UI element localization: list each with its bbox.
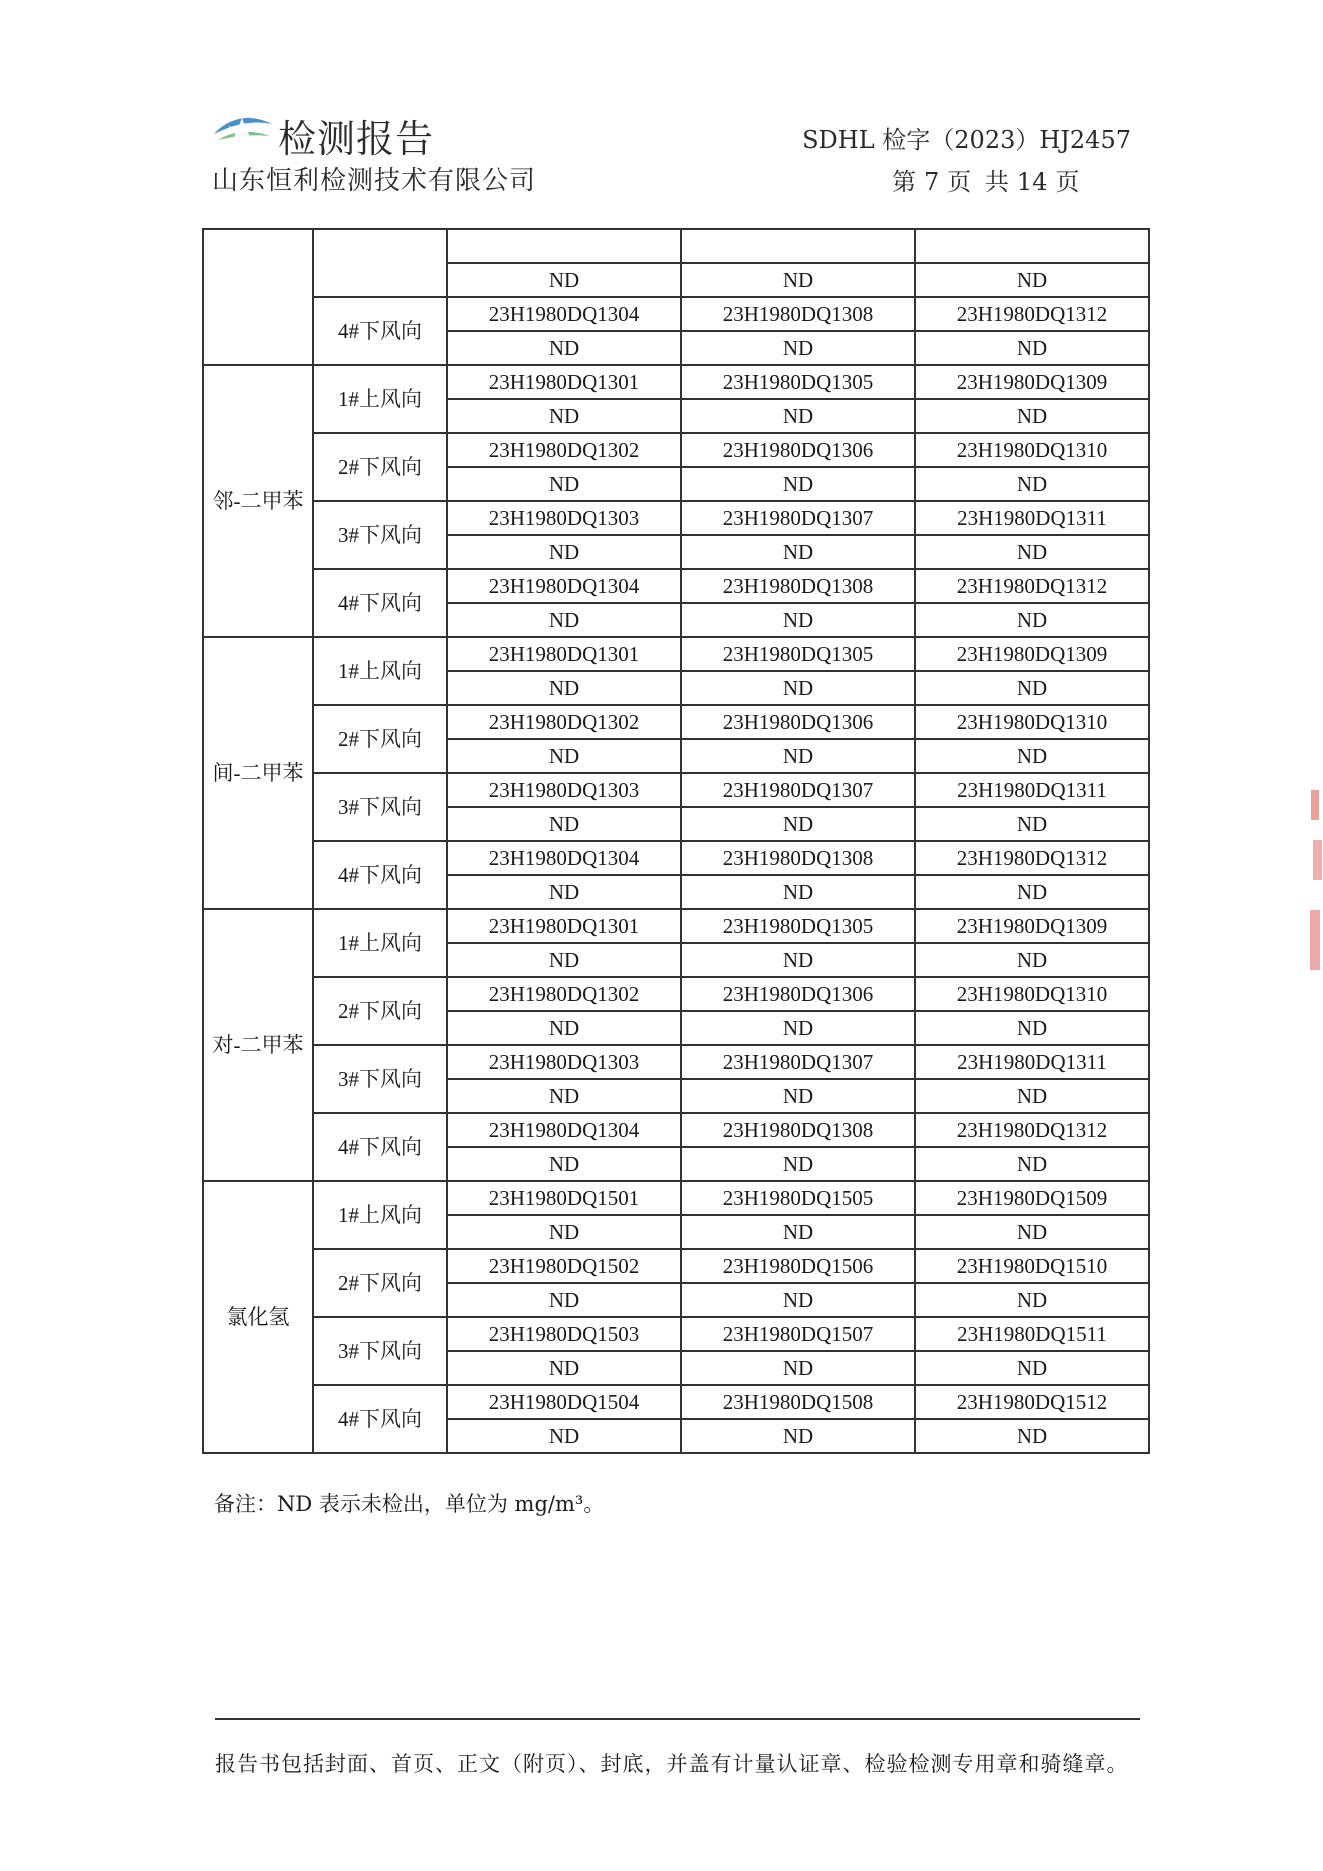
- result-value-cell: ND: [681, 1011, 915, 1045]
- sample-id-cell: 23H1980DQ1308: [681, 1113, 915, 1147]
- table-row: [203, 1317, 1149, 1351]
- result-value-cell: ND: [915, 467, 1149, 501]
- table-row: [203, 1249, 1149, 1283]
- item-cell: 氯化氢: [203, 1181, 313, 1453]
- sample-id-cell: 23H1980DQ1302: [447, 705, 681, 739]
- sample-id-cell: 23H1980DQ1309: [915, 365, 1149, 399]
- result-value-cell: ND: [681, 671, 915, 705]
- result-value-cell: ND: [915, 1351, 1149, 1385]
- result-value-cell: ND: [447, 1419, 681, 1453]
- sample-id-cell: 23H1980DQ1307: [681, 773, 915, 807]
- sample-id-cell: 23H1980DQ1307: [681, 1045, 915, 1079]
- sample-id-cell: 23H1980DQ1305: [681, 637, 915, 671]
- result-value-cell: ND: [681, 1147, 915, 1181]
- result-value-cell: ND: [915, 399, 1149, 433]
- sample-id-cell: 23H1980DQ1302: [447, 977, 681, 1011]
- result-value-cell: ND: [681, 263, 915, 297]
- company-logo-icon: [212, 110, 274, 146]
- sample-id-cell: 23H1980DQ1304: [447, 297, 681, 331]
- sample-id-cell: 23H1980DQ1301: [447, 365, 681, 399]
- page-total: 14: [1016, 168, 1048, 196]
- sample-id-cell: 23H1980DQ1512: [915, 1385, 1149, 1419]
- result-value-cell: ND: [447, 1351, 681, 1385]
- result-value-cell: ND: [915, 943, 1149, 977]
- sample-id-cell: 23H1980DQ1509: [915, 1181, 1149, 1215]
- point-cell: 2#下风向: [313, 1249, 447, 1317]
- sample-id-cell: [681, 229, 915, 263]
- company-name: 山东恒利检测技术有限公司: [212, 166, 537, 196]
- table-row: [203, 569, 1149, 603]
- table-row: [203, 637, 1149, 671]
- sample-id-cell: 23H1980DQ1308: [681, 297, 915, 331]
- result-value-cell: ND: [915, 535, 1149, 569]
- result-value-cell: ND: [915, 671, 1149, 705]
- point-cell: 3#下风向: [313, 1045, 447, 1113]
- result-value-cell: ND: [915, 1079, 1149, 1113]
- sample-id-cell: 23H1980DQ1508: [681, 1385, 915, 1419]
- point-cell: 4#下风向: [313, 1385, 447, 1453]
- sample-id-cell: 23H1980DQ1304: [447, 841, 681, 875]
- item-cell: 对-二甲苯: [203, 909, 313, 1181]
- sample-id-cell: 23H1980DQ1307: [681, 501, 915, 535]
- result-value-cell: ND: [915, 1147, 1149, 1181]
- sample-id-cell: 23H1980DQ1304: [447, 569, 681, 603]
- result-value-cell: ND: [447, 671, 681, 705]
- result-value-cell: ND: [447, 1079, 681, 1113]
- result-value-cell: ND: [447, 1011, 681, 1045]
- point-cell: 1#上风向: [313, 909, 447, 977]
- table-row: [203, 1113, 1149, 1147]
- sample-id-cell: 23H1980DQ1310: [915, 977, 1149, 1011]
- result-value-cell: ND: [681, 1215, 915, 1249]
- result-value-cell: ND: [447, 467, 681, 501]
- result-value-cell: ND: [681, 399, 915, 433]
- sample-id-cell: 23H1980DQ1306: [681, 705, 915, 739]
- point-cell: 3#下风向: [313, 1317, 447, 1385]
- result-value-cell: ND: [681, 1283, 915, 1317]
- result-value-cell: ND: [447, 263, 681, 297]
- point-cell: 2#下风向: [313, 705, 447, 773]
- result-value-cell: ND: [681, 1419, 915, 1453]
- result-value-cell: ND: [681, 875, 915, 909]
- table-row: [203, 365, 1149, 399]
- table-row: [203, 1385, 1149, 1419]
- result-value-cell: ND: [915, 1419, 1149, 1453]
- sample-id-cell: 23H1980DQ1503: [447, 1317, 681, 1351]
- sample-id-cell: 23H1980DQ1310: [915, 433, 1149, 467]
- result-value-cell: ND: [447, 399, 681, 433]
- point-cell: 4#下风向: [313, 297, 447, 365]
- result-value-cell: ND: [915, 1215, 1149, 1249]
- sample-id-cell: 23H1980DQ1310: [915, 705, 1149, 739]
- table-note: 备注：ND 表示未检出，单位为 mg/m³。: [214, 1492, 605, 1516]
- result-value-cell: ND: [681, 535, 915, 569]
- result-value-cell: ND: [681, 1079, 915, 1113]
- result-value-cell: ND: [915, 807, 1149, 841]
- sample-id-cell: 23H1980DQ1301: [447, 909, 681, 943]
- result-value-cell: ND: [447, 1215, 681, 1249]
- result-value-cell: ND: [681, 807, 915, 841]
- sample-id-cell: 23H1980DQ1305: [681, 909, 915, 943]
- point-cell: 2#下风向: [313, 433, 447, 501]
- point-cell: 1#上风向: [313, 365, 447, 433]
- sample-id-cell: 23H1980DQ1312: [915, 569, 1149, 603]
- sample-id-cell: 23H1980DQ1308: [681, 841, 915, 875]
- sample-id-cell: [915, 229, 1149, 263]
- point-cell: 3#下风向: [313, 501, 447, 569]
- table-row: [203, 297, 1149, 331]
- sample-id-cell: 23H1980DQ1505: [681, 1181, 915, 1215]
- sample-id-cell: 23H1980DQ1303: [447, 501, 681, 535]
- result-value-cell: ND: [447, 943, 681, 977]
- sample-id-cell: 23H1980DQ1511: [915, 1317, 1149, 1351]
- sample-id-cell: 23H1980DQ1502: [447, 1249, 681, 1283]
- result-value-cell: ND: [681, 1351, 915, 1385]
- point-cell: 4#下风向: [313, 1113, 447, 1181]
- table-row: [203, 501, 1149, 535]
- table-row: [203, 705, 1149, 739]
- table-row: [203, 977, 1149, 1011]
- result-value-cell: ND: [915, 331, 1149, 365]
- table-row: [203, 433, 1149, 467]
- sample-id-cell: 23H1980DQ1506: [681, 1249, 915, 1283]
- sample-id-cell: 23H1980DQ1309: [915, 909, 1149, 943]
- sample-id-cell: 23H1980DQ1311: [915, 773, 1149, 807]
- table-row: [203, 229, 1149, 263]
- sample-id-cell: 23H1980DQ1501: [447, 1181, 681, 1215]
- result-value-cell: ND: [681, 739, 915, 773]
- sample-id-cell: 23H1980DQ1303: [447, 1045, 681, 1079]
- result-value-cell: ND: [915, 739, 1149, 773]
- sample-id-cell: 23H1980DQ1510: [915, 1249, 1149, 1283]
- sample-id-cell: 23H1980DQ1309: [915, 637, 1149, 671]
- report-title: 检测报告: [278, 117, 435, 161]
- result-value-cell: ND: [915, 603, 1149, 637]
- point-cell: 2#下风向: [313, 977, 447, 1045]
- result-value-cell: ND: [681, 467, 915, 501]
- sample-id-cell: 23H1980DQ1504: [447, 1385, 681, 1419]
- sample-id-cell: [447, 229, 681, 263]
- report-number: SDHL 检字（2023）HJ2457: [802, 126, 1131, 154]
- point-cell: 4#下风向: [313, 841, 447, 909]
- sample-id-cell: 23H1980DQ1305: [681, 365, 915, 399]
- item-cell: 间-二甲苯: [203, 637, 313, 909]
- result-value-cell: ND: [681, 331, 915, 365]
- results-table: [202, 228, 1150, 1454]
- sample-id-cell: 23H1980DQ1301: [447, 637, 681, 671]
- results-table-body: [203, 229, 1149, 1453]
- table-row: [203, 773, 1149, 807]
- seam-stamp-fragment: [1309, 780, 1323, 1000]
- result-value-cell: ND: [915, 1011, 1149, 1045]
- table-row: [203, 909, 1149, 943]
- table-row: [203, 1181, 1149, 1215]
- result-value-cell: ND: [915, 1283, 1149, 1317]
- result-value-cell: ND: [447, 535, 681, 569]
- result-value-cell: ND: [447, 603, 681, 637]
- sample-id-cell: 23H1980DQ1303: [447, 773, 681, 807]
- point-cell: 4#下风向: [313, 569, 447, 637]
- point-cell: 1#上风向: [313, 1181, 447, 1249]
- sample-id-cell: 23H1980DQ1312: [915, 1113, 1149, 1147]
- sample-id-cell: 23H1980DQ1302: [447, 433, 681, 467]
- result-value-cell: ND: [447, 1147, 681, 1181]
- footer-divider: [215, 1718, 1140, 1720]
- point-cell: 3#下风向: [313, 773, 447, 841]
- result-value-cell: ND: [447, 739, 681, 773]
- item-cell: [203, 229, 313, 365]
- table-row: [203, 1045, 1149, 1079]
- point-cell: 1#上风向: [313, 637, 447, 705]
- result-value-cell: ND: [447, 875, 681, 909]
- footer-text: 报告书包括封面、首页、正文（附页）、封底，并盖有计量认证章、检验检测专用章和骑缝章。: [215, 1752, 1129, 1776]
- result-value-cell: ND: [915, 263, 1149, 297]
- sample-id-cell: 23H1980DQ1311: [915, 501, 1149, 535]
- sample-id-cell: 23H1980DQ1304: [447, 1113, 681, 1147]
- page-indicator: 第 7 页 共 14 页: [892, 168, 1080, 196]
- sample-id-cell: 23H1980DQ1306: [681, 977, 915, 1011]
- result-value-cell: ND: [447, 807, 681, 841]
- sample-id-cell: 23H1980DQ1306: [681, 433, 915, 467]
- result-value-cell: ND: [681, 943, 915, 977]
- table-row: [203, 841, 1149, 875]
- sample-id-cell: 23H1980DQ1308: [681, 569, 915, 603]
- result-value-cell: ND: [447, 1283, 681, 1317]
- sample-id-cell: 23H1980DQ1507: [681, 1317, 915, 1351]
- sample-id-cell: 23H1980DQ1312: [915, 297, 1149, 331]
- page-current: 7: [924, 168, 940, 196]
- result-value-cell: ND: [915, 875, 1149, 909]
- item-cell: 邻-二甲苯: [203, 365, 313, 637]
- point-cell: [313, 229, 447, 297]
- result-value-cell: ND: [681, 603, 915, 637]
- sample-id-cell: 23H1980DQ1311: [915, 1045, 1149, 1079]
- result-value-cell: ND: [447, 331, 681, 365]
- sample-id-cell: 23H1980DQ1312: [915, 841, 1149, 875]
